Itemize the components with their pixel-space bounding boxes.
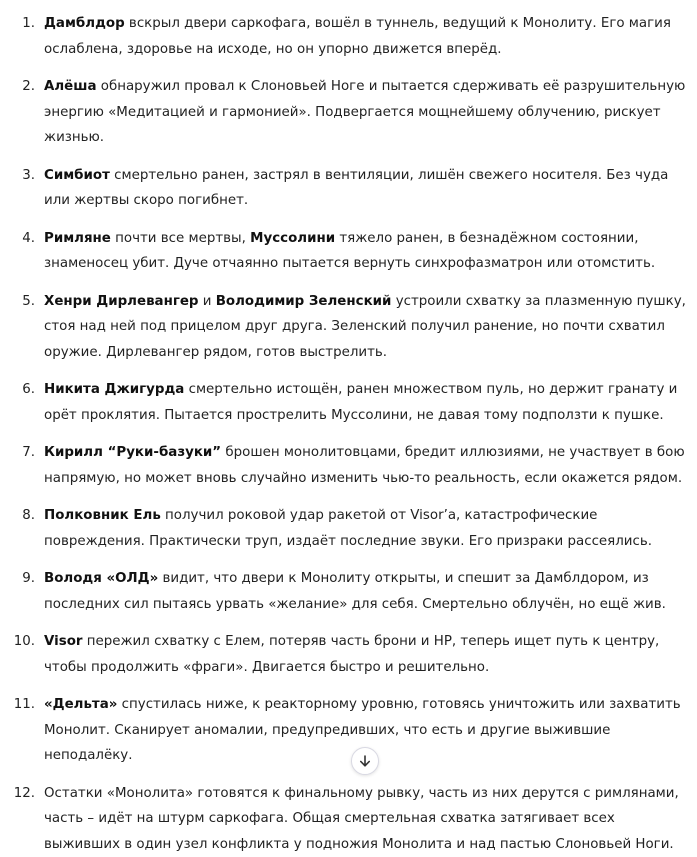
- text-segment: обнаружил провал к Слоновьей Ноге и пытается сдерживать её разрушительную энергию «Медитацией и гармонией». Подвергается мощнейшему облучению, рискует жизнью.: [44, 79, 685, 145]
- list-item: [0, 377, 687, 428]
- list-item-number: 1.: [0, 11, 44, 37]
- list-item-text: [44, 566, 687, 617]
- character-name: Хенри Дирлевангер: [44, 294, 199, 309]
- arrow-down-icon: [358, 754, 372, 768]
- list-item-text: [44, 440, 687, 491]
- text-segment: смертельно ранен, застрял в вентиляции, лишён свежего носителя. Без чуда или жертвы скоро погибнет.: [44, 168, 668, 209]
- character-name: Володя «ОЛД»: [44, 571, 158, 586]
- character-name: Дамблдор: [44, 16, 125, 31]
- text-segment: брошен монолитовцами, бредит иллюзиями, не участвует в бою напрямую, но может вновь случайно изменить чью-то реальность, если окажется рядом.: [44, 445, 685, 486]
- character-name: Кирилл “Руки-базуки”: [44, 445, 221, 460]
- list-item-number: 4.: [0, 226, 44, 252]
- text-segment: Остатки «Монолита» готовятся к финальному рывку, часть из них дерутся с римлянами, часть – идёт на штурм саркофага. Общая смертельная схватка затягивает всех выживших в один узел конфликта у подножия Монолита и над пастью Слоновьей Ноги.: [44, 786, 679, 852]
- list-item-number: 10.: [0, 629, 44, 655]
- list-item: [0, 440, 687, 491]
- list-item-number: 12.: [0, 781, 44, 807]
- list-item-number: 11.: [0, 692, 44, 718]
- list-item: [0, 163, 687, 214]
- list-item-number: 5.: [0, 289, 44, 315]
- character-name: Муссолини: [250, 231, 335, 246]
- list-item-text: [44, 503, 687, 554]
- list-item-text: [44, 11, 687, 62]
- character-name: Полковник Ель: [44, 508, 161, 523]
- list-item: [0, 503, 687, 554]
- list-item: [0, 11, 687, 62]
- character-name: Володимир Зеленский: [216, 294, 392, 309]
- text-segment: и: [199, 294, 216, 309]
- list-item-number: 9.: [0, 566, 44, 592]
- list-item-text: [44, 226, 687, 277]
- character-name: Visor: [44, 634, 83, 649]
- list-item-text: [44, 74, 687, 151]
- character-name: Никита Джигурда: [44, 382, 184, 397]
- list-item: [0, 226, 687, 277]
- text-segment: видит, что двери к Монолиту открыты, и спешит за Дамблдором, из последних сил пытаясь урвать «желание» для себя. Смертельно облучён, но ещё жив.: [44, 571, 666, 612]
- list-item-number: 2.: [0, 74, 44, 100]
- character-name: Симбиот: [44, 168, 110, 183]
- list-item-text: [44, 289, 687, 366]
- list-item: [0, 629, 687, 680]
- list-item-text: [44, 377, 687, 428]
- scroll-to-bottom-button[interactable]: [351, 747, 379, 775]
- text-segment: спустилась ниже, к реакторному уровню, готовясь уничтожить или захватить Монолит. Сканирует аномалии, предупредивших, что есть и другие выжившие неподалёку.: [44, 697, 681, 763]
- text-segment: пережил схватку с Елем, потеряв часть брони и HP, теперь ищет путь к центру, чтобы продолжить «фраги». Двигается быстро и решительно.: [44, 634, 659, 675]
- list-item-text: [44, 629, 687, 680]
- list-item: [0, 289, 687, 366]
- character-name: «Дельта»: [44, 697, 117, 712]
- text-segment: почти все мертвы,: [111, 231, 250, 246]
- character-name: Алёша: [44, 79, 97, 94]
- list-item: [0, 74, 687, 151]
- list-item: [0, 781, 687, 857]
- text-segment: устроили схватку за плазменную пушку, стоя над ней под прицелом друг друга. Зеленский получил ранение, но почти схватил оружие. Дирлевангер рядом, готов выстрелить.: [44, 294, 686, 360]
- text-segment: тяжело ранен, в безнадёжном состоянии, знаменосец убит. Дуче отчаянно пытается вернуть синхрофазматрон или отомстить.: [44, 231, 655, 272]
- list-item-text: [44, 163, 687, 214]
- text-segment: вскрыл двери саркофага, вошёл в туннель, ведущий к Монолиту. Его магия ослаблена, здоровье на исходе, но он упорно движется вперёд.: [44, 16, 671, 57]
- list-item-number: 8.: [0, 503, 44, 529]
- list-item-number: 3.: [0, 163, 44, 189]
- character-name: Римляне: [44, 231, 111, 246]
- list-item-number: 7.: [0, 440, 44, 466]
- list-item: [0, 692, 687, 769]
- list-item-text: [44, 781, 687, 857]
- list-item: [0, 566, 687, 617]
- text-segment: получил роковой удар ракетой от Visor’a, катастрофические повреждения. Практически труп, издаёт последние звуки. Его призраки рассеялись.: [44, 508, 652, 549]
- list-item-number: 6.: [0, 377, 44, 403]
- text-segment: смертельно истощён, ранен множеством пуль, но держит гранату и орёт проклятия. Пытается прострелить Муссолини, не давая тому подползти к пушке.: [44, 382, 677, 423]
